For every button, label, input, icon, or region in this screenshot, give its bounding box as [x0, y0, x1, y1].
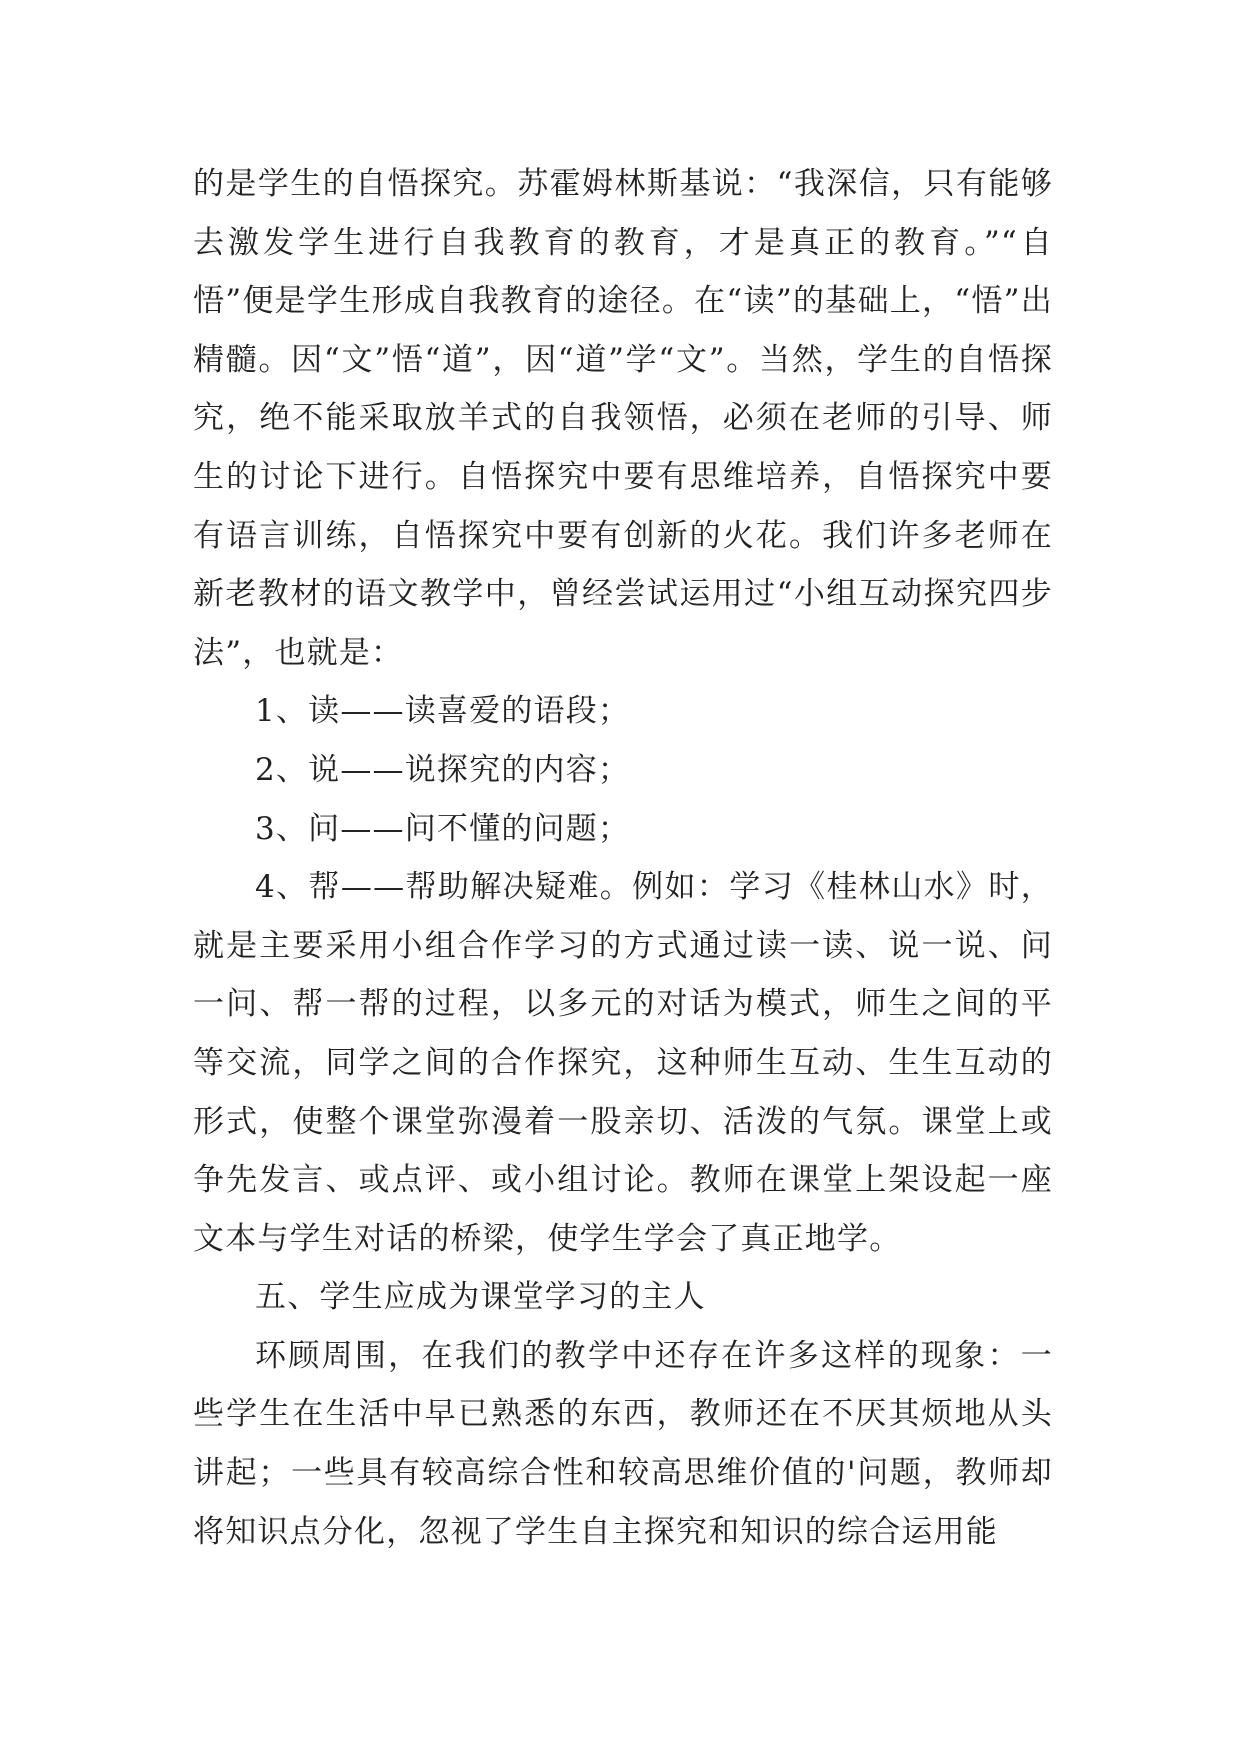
- paragraph-continuation: 的是学生的自悟探究。苏霍姆林斯基说：“我深信，只有能够去激发学生进行自我教育的教育，才是真正的教育。”“自悟”便是学生形成自我教育的途径。在“读”的基础上，“悟”出精髓。因“文”悟“道”，因“道”学“文”。当然，学生的自悟探究，绝不能采取放羊式的自我领悟，必须在老师的引导、师生的讨论下进行。自悟探究中要有思维培养，自悟探究中要有语言训练，自悟探究中要有创新的火花。我们许多老师在新老教材的语文教学中，曾经尝试运用过“小组互动探究四步法”，也就是：: [193, 166, 1053, 671]
- list-item-help: 4、帮——帮助解决疑难。例如：学习《桂林山水》时，就是主要采用小组合作学习的方式通过读一读、说一说、问一问、帮一帮的过程，以多元的对话为模式，师生之间的平等交流，同学之间的合作探究，这种师生互动、生生互动的形式，使整个课堂弥漫着一股亲切、活泼的气氛。课堂上或争先发言、或点评、或小组讨论。教师在课堂上架设起一座文本与学生对话的桥梁，使学生学会了真正地学。: [193, 869, 1053, 1257]
- paragraph-section-five: 环顾周围，在我们的教学中还存在许多这样的现象：一些学生在生活中早已熟悉的东西，教师还在不厌其烦地从头讲起；一些具有较高综合性和较高思维价值的'问题，教师却将知识点分化，忽视了学生自主探究和知识的综合运用能: [193, 1337, 1053, 1550]
- list-item-ask: 3、问——问不懂的问题；: [255, 810, 631, 847]
- section-heading: 五、学生应成为课堂学习的主人: [255, 1279, 706, 1316]
- list-item-read: 1、读——读喜爱的语段；: [255, 693, 631, 730]
- list-item-speak: 2、说——说探究的内容；: [255, 751, 631, 788]
- document-body: [193, 155, 1053, 1561]
